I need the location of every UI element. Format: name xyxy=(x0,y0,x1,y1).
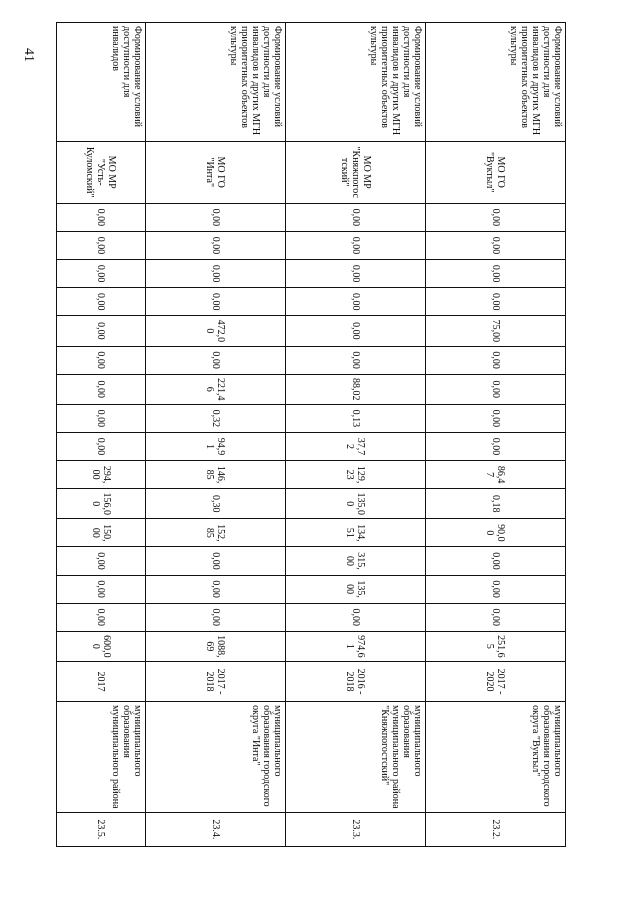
value-cell: 135,00 xyxy=(285,575,425,603)
value-cell: 0,00 xyxy=(285,288,425,316)
value-cell: 0,00 xyxy=(57,288,146,316)
table-row xyxy=(57,23,146,847)
value-cell: 129,23 xyxy=(285,461,425,489)
table-row xyxy=(425,23,565,847)
page-number: 41 xyxy=(21,48,36,62)
years-cell: 2017 - 2020 xyxy=(425,661,565,701)
name-cell: муниципального образования муниципального района "Княжпогостский" xyxy=(285,702,425,813)
value-cell: 0,00 xyxy=(57,231,146,259)
value-cell: 0,00 xyxy=(57,603,146,631)
value-cell: 0,00 xyxy=(57,404,146,432)
value-cell: 0,00 xyxy=(145,288,285,316)
purpose-cell: Формирование условий доступности для инвалидов и других МГН приоритетных объектов культуры xyxy=(425,23,565,142)
mo-cell: МО ГО "Вуктыл" xyxy=(425,141,565,203)
years-cell: 2016 - 2018 xyxy=(285,661,425,701)
value-cell: 0,00 xyxy=(425,203,565,231)
value-cell: 0,00 xyxy=(425,374,565,404)
value-cell: 0,00 xyxy=(145,260,285,288)
value-cell: 0,00 xyxy=(285,346,425,374)
value-cell: 0,00 xyxy=(57,547,146,575)
value-cell: 974,61 xyxy=(285,631,425,661)
mo-cell: МО ГО "Инта" xyxy=(145,141,285,203)
value-cell: 0,00 xyxy=(57,575,146,603)
value-cell: 0,00 xyxy=(145,203,285,231)
value-cell: 315,00 xyxy=(285,547,425,575)
value-cell: 0,00 xyxy=(57,260,146,288)
value-cell: 0,00 xyxy=(145,603,285,631)
value-cell: 0,00 xyxy=(145,547,285,575)
name-cell: муниципального образования городского округа "Инта" xyxy=(145,702,285,813)
value-cell: 294,00 xyxy=(57,461,146,489)
purpose-cell: Формирование условий доступности для инвалидов и других МГН приоритетных объектов культуры xyxy=(145,23,285,142)
value-cell: 0,32 xyxy=(145,404,285,432)
value-cell: 0,00 xyxy=(425,260,565,288)
value-cell: 0,00 xyxy=(425,603,565,631)
value-cell: 134,51 xyxy=(285,519,425,547)
value-cell: 150,00 xyxy=(57,519,146,547)
mo-cell: МО МР "Княжпогостский" xyxy=(285,141,425,203)
table-row xyxy=(285,23,425,847)
value-cell: 0,00 xyxy=(57,346,146,374)
name-cell: муниципального образования городского округа "Вуктыл" xyxy=(425,702,565,813)
value-cell: 0,00 xyxy=(145,575,285,603)
index-cell: 23.5. xyxy=(57,812,146,846)
value-cell: 75,00 xyxy=(425,316,565,346)
value-cell: 86,47 xyxy=(425,461,565,489)
value-cell: 0,00 xyxy=(57,203,146,231)
value-cell: 0,00 xyxy=(285,203,425,231)
index-cell: 23.4. xyxy=(145,812,285,846)
value-cell: 0,00 xyxy=(285,231,425,259)
years-cell: 2017 xyxy=(57,661,146,701)
value-cell: 0,00 xyxy=(57,432,146,460)
value-cell: 152,85 xyxy=(145,519,285,547)
purpose-cell: Формирование условий доступности для инвалидов xyxy=(57,23,146,142)
index-cell: 23.3. xyxy=(285,812,425,846)
value-cell: 156,00 xyxy=(57,489,146,519)
index-cell: 23.2. xyxy=(425,812,565,846)
value-cell: 0,00 xyxy=(57,374,146,404)
value-cell: 0,00 xyxy=(285,316,425,346)
value-cell: 0,00 xyxy=(425,346,565,374)
name-cell: муниципального образования муниципального района xyxy=(57,702,146,813)
value-cell: 94,91 xyxy=(145,432,285,460)
years-cell: 2017 - 2018 xyxy=(145,661,285,701)
value-cell: 0,30 xyxy=(145,489,285,519)
value-cell: 0,00 xyxy=(425,404,565,432)
value-cell: 0,00 xyxy=(425,231,565,259)
value-cell: 0,00 xyxy=(145,346,285,374)
value-cell: 0,00 xyxy=(425,432,565,460)
value-cell: 0,00 xyxy=(145,231,285,259)
value-cell: 472,00 xyxy=(145,316,285,346)
value-cell: 37,72 xyxy=(285,432,425,460)
value-cell: 0,00 xyxy=(285,603,425,631)
value-cell: 251,65 xyxy=(425,631,565,661)
value-cell: 0,00 xyxy=(425,288,565,316)
value-cell: 0,13 xyxy=(285,404,425,432)
mo-cell: МО МР "Усть-Куломский" xyxy=(57,141,146,203)
value-cell: 135,00 xyxy=(285,489,425,519)
value-cell: 1088,69 xyxy=(145,631,285,661)
value-cell: 0,00 xyxy=(285,260,425,288)
purpose-cell: Формирование условий доступности для инвалидов и других МГН приоритетных объектов культуры xyxy=(285,23,425,142)
value-cell: 0,18 xyxy=(425,489,565,519)
value-cell: 0,00 xyxy=(425,547,565,575)
value-cell: 88,02 xyxy=(285,374,425,404)
value-cell: 146,85 xyxy=(145,461,285,489)
data-table xyxy=(56,22,566,847)
value-cell: 221,46 xyxy=(145,374,285,404)
value-cell: 90,00 xyxy=(425,519,565,547)
value-cell: 0,00 xyxy=(425,575,565,603)
value-cell: 600,00 xyxy=(57,631,146,661)
table-row xyxy=(145,23,285,847)
value-cell: 0,00 xyxy=(57,316,146,346)
